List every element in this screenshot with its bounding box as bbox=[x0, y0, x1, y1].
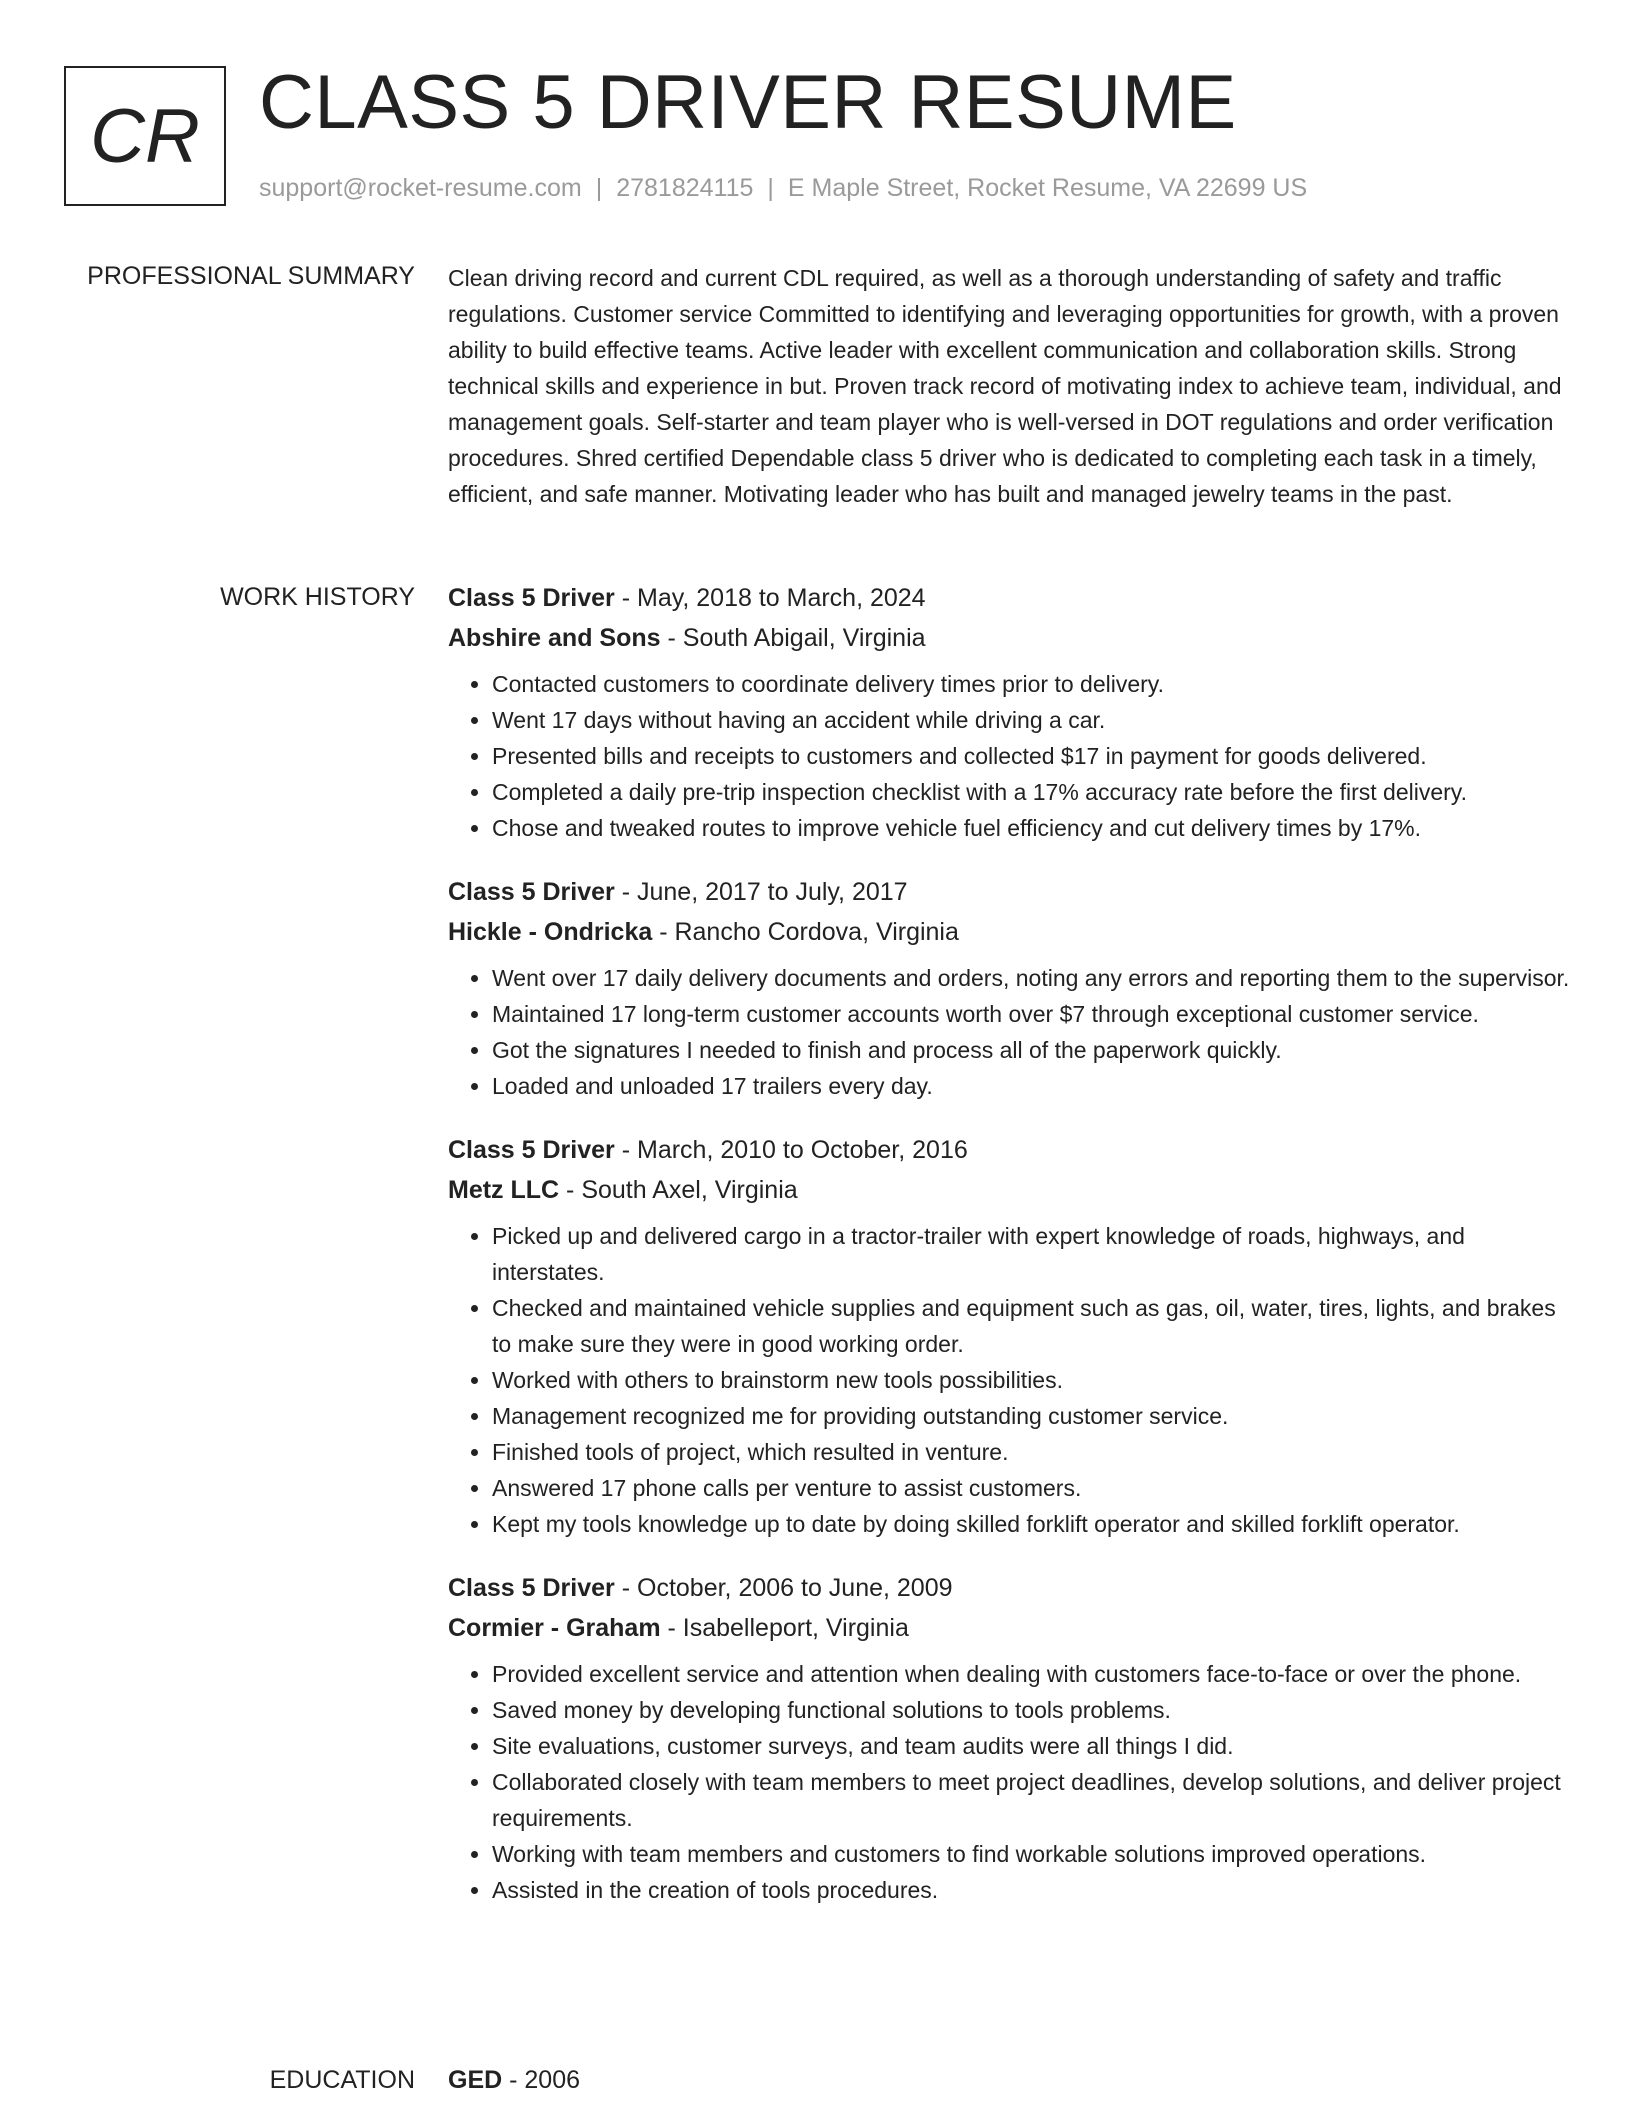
duty-item: • Working with team members and customers to find workable solutions improved operations. bbox=[492, 1836, 1573, 1872]
job-title: Class 5 Driver bbox=[448, 1136, 615, 1164]
duty-item: • Answered 17 phone calls per venture to assist customers. bbox=[492, 1470, 1573, 1506]
duty-list bbox=[448, 1656, 1573, 1908]
job-company: Cormier - Graham bbox=[448, 1614, 661, 1642]
duty-item: • Completed a daily pre-trip inspection checklist with a 17% accuracy rate before the first delivery. bbox=[492, 774, 1573, 810]
job-company-line bbox=[448, 1170, 1573, 1210]
job-location: - Isabelleport, Virginia bbox=[660, 1614, 909, 1642]
duty-item: • Went over 17 daily delivery documents and orders, noting any errors and reporting them to the supervisor. bbox=[492, 960, 1573, 996]
job-entry bbox=[448, 872, 1573, 1104]
duty-item: • Maintained 17 long-term customer accounts worth over $7 through exceptional customer service. bbox=[492, 996, 1573, 1032]
section-label-education: EDUCATION bbox=[269, 2066, 415, 2094]
education-degree: GED bbox=[448, 2066, 503, 2094]
duty-item: • Loaded and unloaded 17 trailers every day. bbox=[492, 1068, 1573, 1104]
contact-line bbox=[259, 174, 1307, 203]
job-title: Class 5 Driver bbox=[448, 878, 615, 906]
job-company: Hickle - Ondricka bbox=[448, 918, 653, 946]
job-title: Class 5 Driver bbox=[448, 584, 615, 612]
duty-item: • Management recognized me for providing outstanding customer service. bbox=[492, 1398, 1573, 1434]
education-year: - 2006 bbox=[502, 2066, 581, 2094]
duty-item: • Chose and tweaked routes to improve vehicle fuel efficiency and cut delivery times by 17%. bbox=[492, 810, 1573, 846]
duty-item: • Checked and maintained vehicle supplies and equipment such as gas, oil, water, tires, lights, and brakes to make sure they were in good working order. bbox=[492, 1290, 1573, 1362]
contact-separator: | bbox=[595, 174, 603, 202]
contact-phone[interactable]: 2781824115 bbox=[616, 174, 754, 202]
contact-email[interactable]: support@rocket-resume.com bbox=[259, 174, 582, 202]
job-entry bbox=[448, 578, 1573, 846]
duty-item: • Site evaluations, customer surveys, and team audits were all things I did. bbox=[492, 1728, 1573, 1764]
duty-item: • Collaborated closely with team members to meet project deadlines, develop solutions, and deliver project requirements. bbox=[492, 1764, 1573, 1836]
job-company: Abshire and Sons bbox=[448, 624, 661, 652]
job-entry bbox=[448, 1568, 1573, 1908]
job-company-line bbox=[448, 1608, 1573, 1648]
job-title: Class 5 Driver bbox=[448, 1574, 615, 1602]
duty-item: • Presented bills and receipts to customers and collected $17 in payment for goods delivered. bbox=[492, 738, 1573, 774]
duty-item: • Finished tools of project, which resulted in venture. bbox=[492, 1434, 1573, 1470]
monogram-logo: CR bbox=[64, 66, 226, 206]
duty-list bbox=[448, 1218, 1573, 1542]
job-title-line bbox=[448, 1130, 1573, 1170]
job-title-line bbox=[448, 578, 1573, 618]
job-entry bbox=[448, 1130, 1573, 1542]
duty-list bbox=[448, 666, 1573, 846]
duty-list bbox=[448, 960, 1573, 1104]
job-dates: - May, 2018 to March, 2024 bbox=[614, 584, 926, 612]
job-company-line bbox=[448, 912, 1573, 952]
education-entry bbox=[448, 2060, 1573, 2100]
job-company-line bbox=[448, 618, 1573, 658]
job-location: - Rancho Cordova, Virginia bbox=[652, 918, 959, 946]
education-section bbox=[448, 2060, 1573, 2100]
job-dates: - June, 2017 to July, 2017 bbox=[614, 878, 908, 906]
duty-item: • Went 17 days without having an accident while driving a car. bbox=[492, 702, 1573, 738]
resume-title: CLASS 5 DRIVER RESUME bbox=[259, 60, 1237, 145]
duty-item: • Kept my tools knowledge up to date by doing skilled forklift operator and skilled forklift operator. bbox=[492, 1506, 1573, 1542]
job-location: - South Axel, Virginia bbox=[559, 1176, 798, 1204]
job-company: Metz LLC bbox=[448, 1176, 560, 1204]
duty-item: • Got the signatures I needed to finish and process all of the paperwork quickly. bbox=[492, 1032, 1573, 1068]
duty-item: • Assisted in the creation of tools procedures. bbox=[492, 1872, 1573, 1908]
duty-item: • Saved money by developing functional solutions to tools problems. bbox=[492, 1692, 1573, 1728]
duty-item: • Picked up and delivered cargo in a tractor-trailer with expert knowledge of roads, highways, and interstates. bbox=[492, 1218, 1573, 1290]
contact-separator: | bbox=[767, 174, 774, 202]
section-label-work-history: WORK HISTORY bbox=[220, 583, 415, 611]
duty-item: • Provided excellent service and attention when dealing with customers face-to-face or over the phone. bbox=[492, 1656, 1573, 1692]
summary-text: Clean driving record and current CDL required, as well as a thorough understanding of safety and traffic regulations. Customer service Committed to identifying and leveraging opportunities for growth, with a proven ability to build effective teams. Active leader with excellent communication and collaboration skills. Strong technical skills and experience in but. Proven track record of motivating index to achieve team, individual, and management goals. Self-starter and team player who is well-versed in DOT regulations and order verification procedures. Shred certified Dependable class 5 driver who is dedicated to completing each task in a timely, efficient, and safe manner. Motivating leader who has built and managed jewelry teams in the past. bbox=[448, 265, 1562, 507]
summary-section bbox=[448, 260, 1573, 512]
job-dates: - October, 2006 to June, 2009 bbox=[614, 1574, 953, 1602]
duty-item: • Contacted customers to coordinate delivery times prior to delivery. bbox=[492, 666, 1573, 702]
job-location: - South Abigail, Virginia bbox=[660, 624, 926, 652]
contact-address: E Maple Street, Rocket Resume, VA 22699 US bbox=[787, 174, 1308, 202]
job-title-line bbox=[448, 872, 1573, 912]
work-history-section bbox=[448, 578, 1573, 1934]
job-title-line bbox=[448, 1568, 1573, 1608]
duty-item: • Worked with others to brainstorm new tools possibilities. bbox=[492, 1362, 1573, 1398]
section-label-summary: PROFESSIONAL SUMMARY bbox=[87, 262, 415, 290]
job-dates: - March, 2010 to October, 2016 bbox=[614, 1136, 968, 1164]
